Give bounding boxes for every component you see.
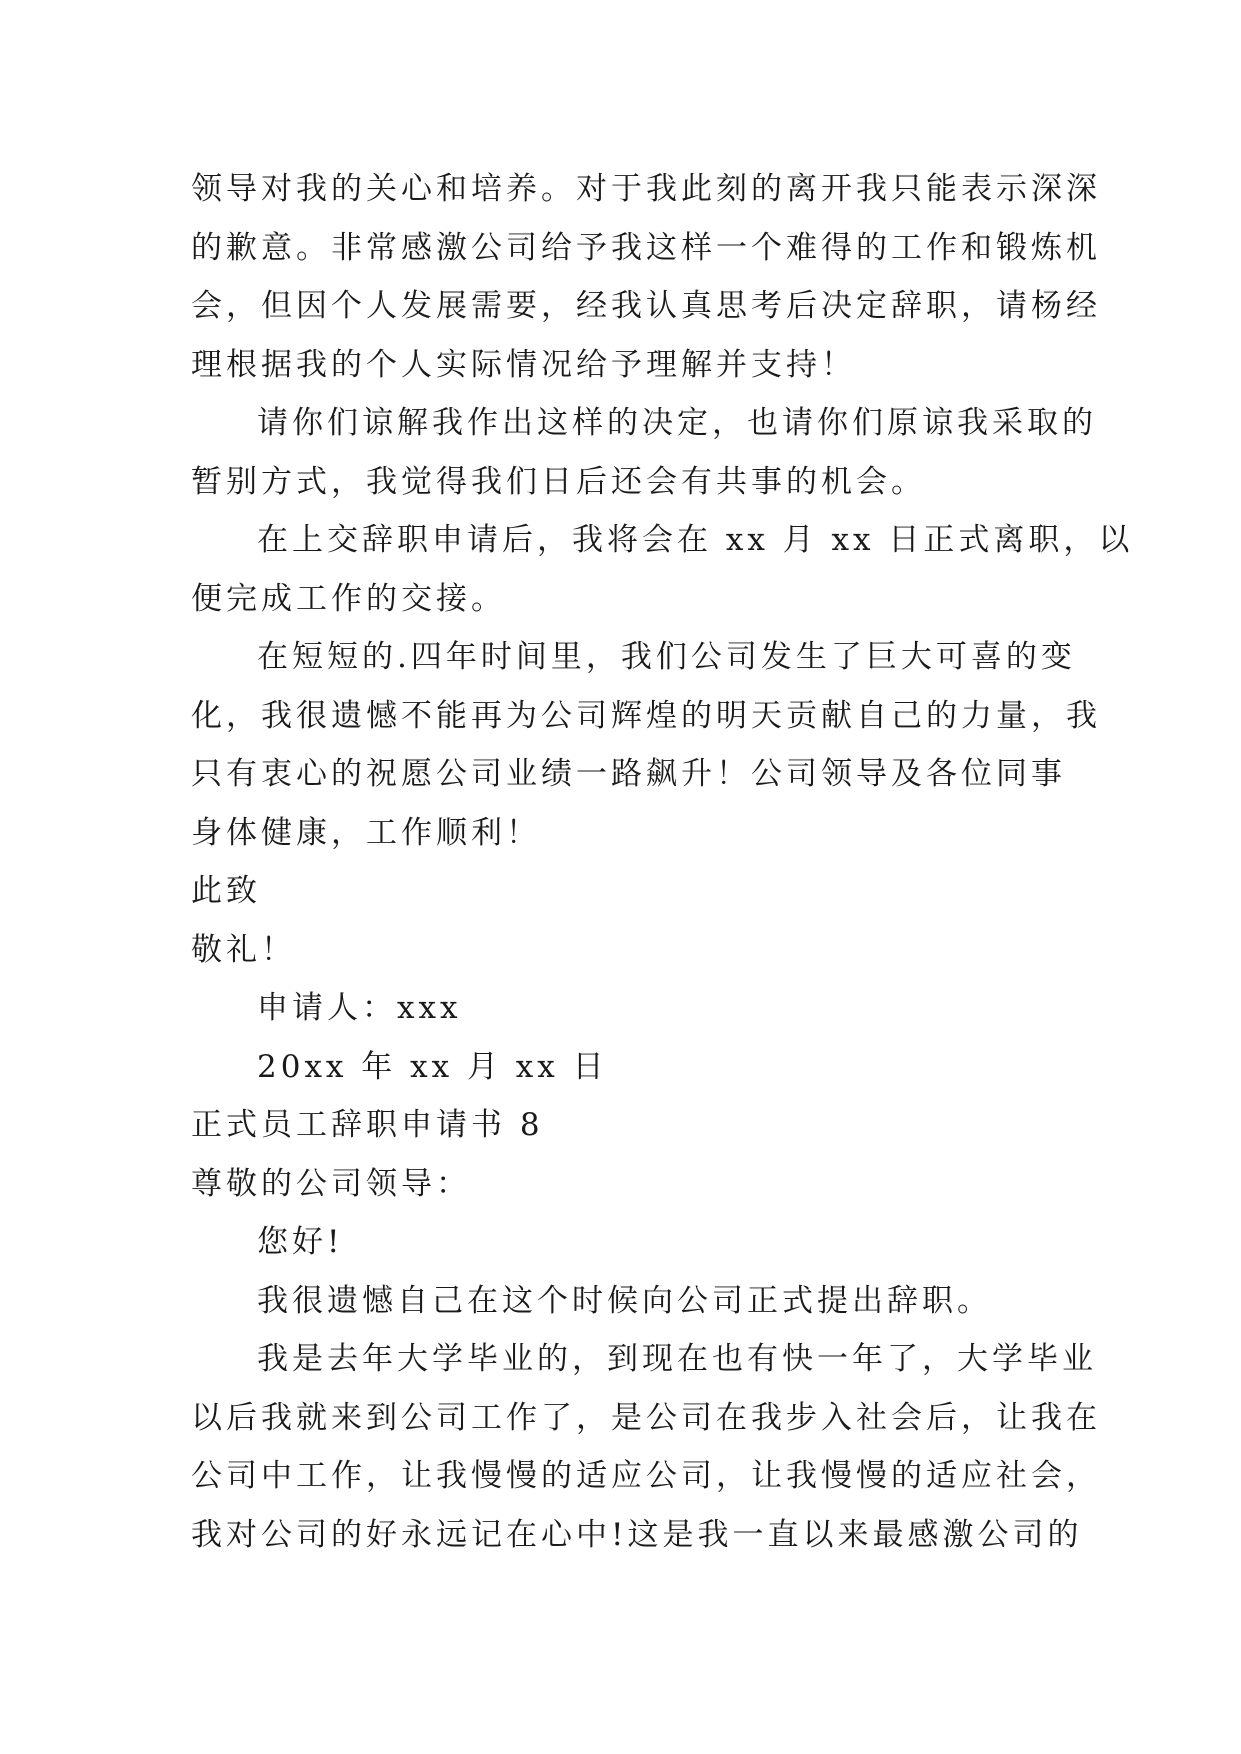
text-line: 的歉意。非常感激公司给予我这样一个难得的工作和锻炼机 (191, 229, 1101, 266)
section-title: 正式员工辞职申请书 8 (191, 1107, 544, 1143)
paragraph-start-line: 在短短的.四年时间里，我们公司发生了巨大可喜的变 (257, 639, 1076, 675)
letter-body (191, 160, 1134, 1564)
greeting-hello: 您好! (257, 1224, 344, 1260)
text-line: 只有衷心的祝愿公司业绩一路飙升！公司领导及各位同事 (191, 756, 1066, 792)
text-line: 领导对我的关心和培养。对于我此刻的离开我只能表示深深 (191, 171, 1101, 207)
text-line: 我对公司的好永远记在心中!这是我一直以来最感激公司的 (191, 1516, 1083, 1553)
text-line: 化，我很遗憾不能再为公司辉煌的明天贡献自己的力量，我 (191, 697, 1101, 734)
text-line: 会，但因个人发展需要，经我认真思考后决定辞职，请杨经 (191, 288, 1101, 324)
paragraph-start-line: 在上交辞职申请后，我将会在 xx 月 xx 日正式离职，以 (257, 522, 1134, 558)
text-line: 便完成工作的交接。 (191, 580, 506, 617)
paragraph-start-line: 请你们谅解我作出这样的决定，也请你们原谅我采取的 (257, 405, 1097, 441)
text-line: 理根据我的个人实际情况给予理解并支持！ (191, 346, 856, 383)
paragraph-start-line: 我很遗憾自己在这个时候向公司正式提出辞职。 (257, 1282, 992, 1319)
text-line: 以后我就来到公司工作了，是公司在我步入社会后，让我在 (191, 1399, 1101, 1436)
text-line: 身体健康，工作顺利！ (191, 814, 541, 851)
paragraph-start-line: 我是去年大学毕业的，到现在也有快一年了，大学毕业 (257, 1341, 1097, 1377)
closing-respect: 敬礼！ (191, 931, 296, 968)
text-line: 暂别方式，我觉得我们日后还会有共事的机会。 (191, 463, 926, 500)
signature-date: 20xx 年 xx 月 xx 日 (257, 1048, 608, 1085)
text-line: 公司中工作，让我慢慢的适应公司，让我慢慢的适应社会， (191, 1458, 1101, 1494)
closing-salutation: 此致 (191, 873, 261, 909)
letter-greeting: 尊敬的公司领导： (191, 1165, 471, 1202)
applicant-signature: 申请人：xxx (257, 990, 462, 1026)
